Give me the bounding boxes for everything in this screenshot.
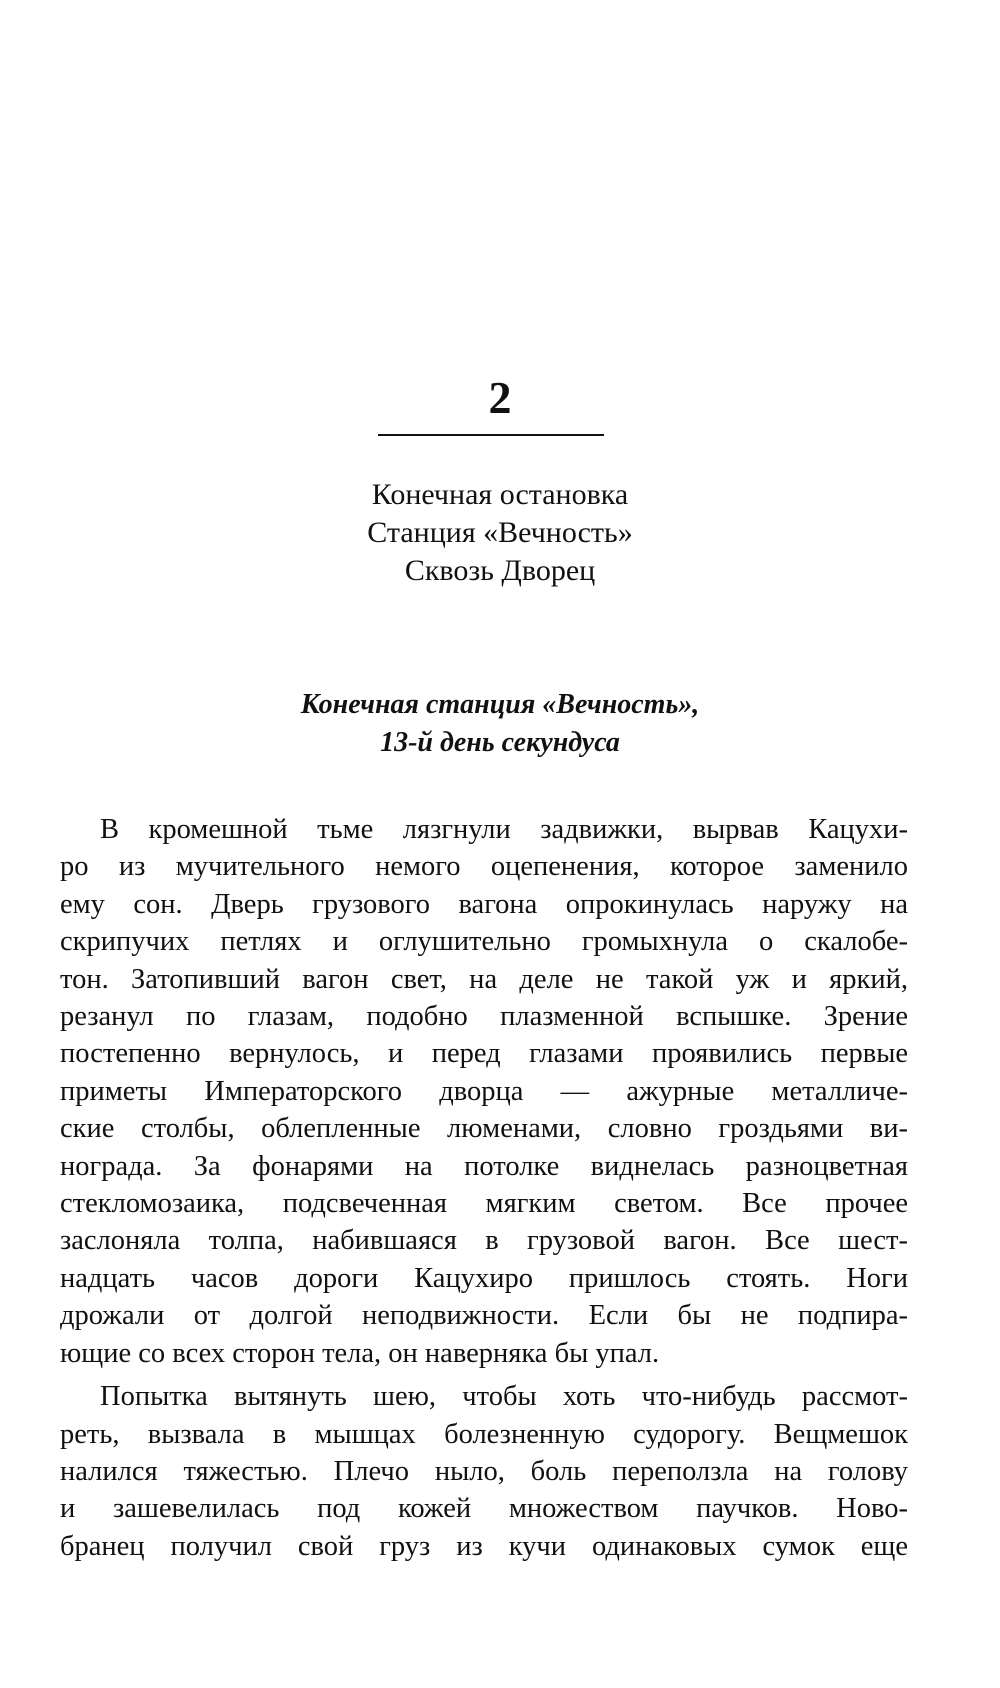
body-text	[60, 811, 908, 1565]
text-line: тон. Затопивший вагон свет, на деле не такой уж и яркий,	[60, 963, 908, 995]
paragraph	[60, 811, 908, 1372]
text-line: бранец получил свой груз из кучи одинаковых сумок еще	[60, 1530, 908, 1562]
text-line: В кромешной тьме лязгнули задвижки, вырвав Кацухи-	[100, 814, 908, 845]
text-line: приметы Императорского дворца — ажурные металличе-	[60, 1075, 908, 1107]
epigraph-line: Конечная станция «Вечность»,	[300, 689, 700, 720]
chapter-divider	[378, 434, 604, 436]
text-line: дрожали от долгой неподвижности. Если бы не подпира-	[60, 1300, 908, 1332]
text-line: налился тяжестью. Плечо ныло, боль переползла на голову	[60, 1455, 908, 1487]
text-line: ские столбы, облепленные люменами, словно гроздьями ви-	[60, 1113, 908, 1145]
chapter-titles	[0, 476, 1000, 590]
text-line: заслоняла толпа, набившаяся в грузовой вагон. Все шест-	[60, 1225, 908, 1257]
text-line: и зашевелилась под кожей множеством паучков. Ново-	[60, 1493, 908, 1525]
text-line: надцать часов дороги Кацухиро пришлось стоять. Ноги	[60, 1262, 908, 1294]
chapter-number: 2	[488, 372, 512, 423]
text-line: резанул по глазам, подобно плазменной вспышке. Зрение	[60, 1001, 908, 1033]
text-line: ро из мучительного немого оцепенения, которое заменило	[60, 851, 908, 883]
text-line: постепенно вернулось, и перед глазами проявились первые	[60, 1038, 908, 1070]
text-line: реть, вызвала в мышцах болезненную судорогу. Вещмешок	[60, 1418, 908, 1450]
chapter-title-line: Конечная остановка	[371, 478, 629, 511]
chapter-title-line: Станция «Вечность»	[367, 516, 633, 549]
text-line: скрипучих петлях и оглушительно громыхнула о скалобе-	[60, 926, 908, 958]
chapter-title-line: Сквозь Дворец	[404, 554, 596, 587]
text-line: ющие со всех сторон тела, он наверняка бы упал.	[60, 1337, 660, 1369]
epigraph-line: 13-й день секундуса	[380, 727, 620, 758]
paragraph	[60, 1378, 908, 1565]
text-line: стекломозаика, подсвеченная мягким светом. Все прочее	[60, 1188, 908, 1220]
text-line: ему сон. Дверь грузового вагона опрокинулась наружу на	[60, 888, 908, 920]
epigraph	[0, 686, 1000, 762]
text-line: Попытка вытянуть шею, чтобы хоть что-нибудь рассмот-	[100, 1381, 908, 1413]
text-line: нограда. За фонарями на потолке виднелась разноцветная	[60, 1150, 908, 1182]
